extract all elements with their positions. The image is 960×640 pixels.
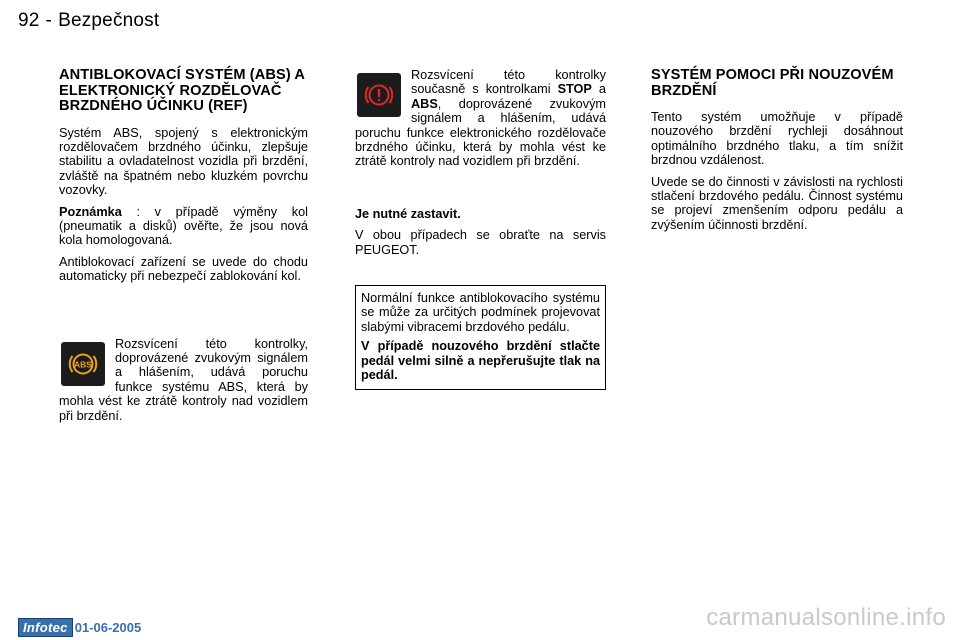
header-separator: -: [45, 10, 53, 31]
abs-label: ABS: [411, 96, 438, 111]
page-header: [18, 10, 159, 32]
assist-p2: Uvede se do činnosti v závislosti na rychlosti stlačení brzdového pedálu. Činnost systému se projeví zmenšením odporu pedálu a zvýšením účinnosti brzdění.: [651, 174, 903, 232]
footer-date: 01-06-2005: [74, 620, 142, 635]
abs-heading: ANTIBLOKOVACÍ SYSTÉM (ABS) A ELEKTRONICKÝ ROZDĚLOVAČ BRZDNÉHO ÚČINKU (REF): [59, 67, 305, 114]
abs-icon-label: ABS: [74, 359, 92, 370]
assist-p1: Tento systém umožňuje v případě nouzového brzdění rychleji dosáhnout optimálního brzdného tlaku, a tím snížit brzdnou vzdálenost.: [651, 110, 903, 168]
abs-note: [59, 205, 308, 248]
abs-warning-block: [59, 337, 308, 423]
assist-column: [651, 68, 903, 239]
brake-warning-part1: Rozsvícení této kontrolky současně s kontrolkami: [411, 68, 606, 97]
page-number: 92: [18, 10, 40, 31]
brake-warning-part2: a: [591, 82, 606, 97]
assist-heading: SYSTÉM POMOCI PŘI NOUZOVÉM BRZDĚNÍ: [651, 67, 894, 99]
section-title: Bezpečnost: [58, 10, 160, 31]
abs-warning-icon: [61, 342, 105, 386]
note-box-text: Normální funkce antiblokovacího systému se může za určitých podmínek projevovat slabými vibracemi brzdového pedálu.: [361, 291, 600, 334]
abs-warning-text: Rozsvícení této kontrolky, doprovázené zvukovým signálem a hlášením, udává poruchu funkce systému ABS, která by mohla vést ke ztrátě kontroly nad vozidlem při brzdění.: [59, 336, 308, 423]
service-instruction: V obou případech se obraťte na servis PEUGEOT.: [355, 228, 606, 257]
emergency-note-box: [355, 285, 606, 389]
abs-intro: Systém ABS, spojený s elektronickým rozdělovačem brzdného účinku, zlepšuje stabilitu a ovladatelnost vozidla při brzdění, zvláště na špatném nebo kluzkém povrchu vozovky.: [59, 125, 308, 198]
brake-warning-icon: [357, 73, 401, 117]
abs-activation: Antiblokovací zařízení se uvede do chodu automaticky při nebezpečí zablokování kol.: [59, 254, 308, 284]
abs-column: [59, 68, 308, 423]
note-label: Poznámka: [59, 204, 122, 219]
stop-instruction: Je nutné zastavit.: [355, 206, 461, 221]
stop-label: STOP: [557, 82, 592, 97]
brake-warning-part3: , doprovázené zvukovým signálem a hlášením, udává poruchu funkce elektronického rozdělovače brzdného účinku, která by mohla vést ke ztrátě kontroly nad vozidlem při brzdění.: [355, 96, 606, 169]
brake-warning-block: [355, 68, 606, 169]
note-box-emphasis: V případě nouzového brzdění stlačte pedál velmi silně a nepřerušujte tlak na pedál.: [361, 339, 600, 383]
footer-logo: [18, 618, 141, 637]
infotec-logo: Infotec: [18, 618, 73, 637]
note-text: : v případě výměny kol (pneumatik a disků) ověřte, že jsou nová kola homologovaná.: [59, 204, 308, 248]
ref-column: [355, 68, 606, 390]
watermark: carmanualsonline.info: [706, 604, 946, 631]
